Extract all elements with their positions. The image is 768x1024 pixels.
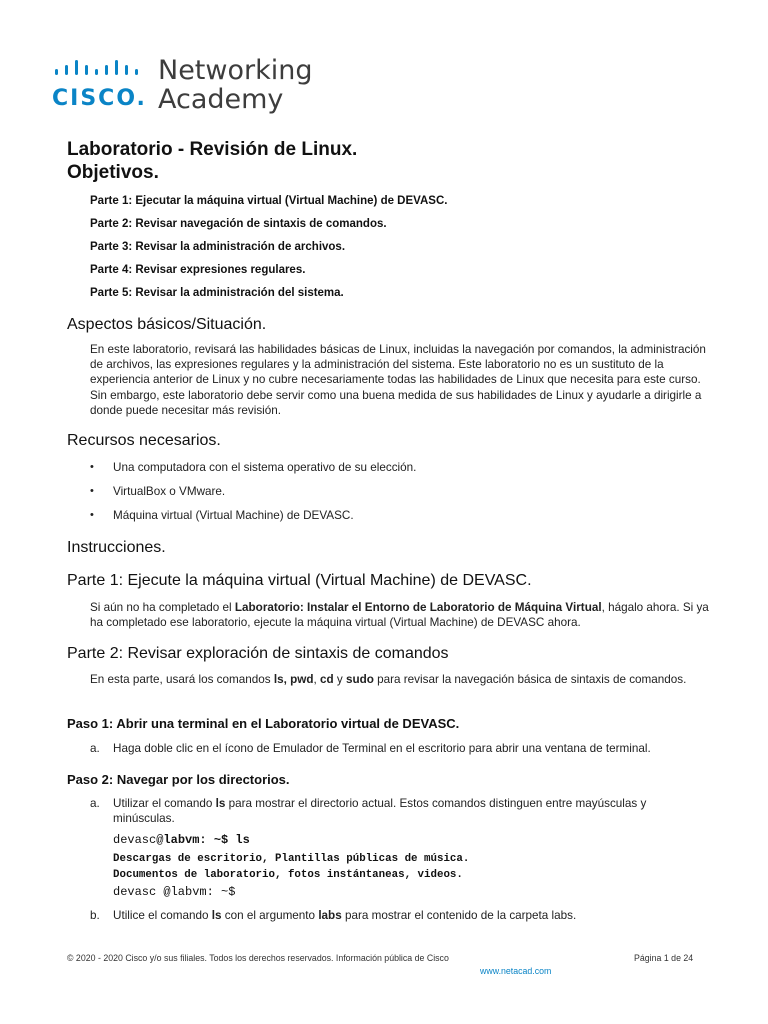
footer-copyright: © 2020 - 2020 Cisco y/o sus filiales. Todos los derechos reservados. Información pública de Cisco	[67, 953, 449, 963]
resource-item: • Máquina virtual (Virtual Machine) de DEVASC.	[90, 509, 416, 533]
step2-b-text-2: con el argumento	[221, 909, 319, 922]
step2-item-a-text	[113, 796, 710, 826]
part1-heading: Parte 1: Ejecute la máquina virtual (Virtual Machine) de DEVASC.	[67, 572, 532, 589]
part2-heading: Parte 2: Revisar exploración de sintaxis de comandos	[67, 645, 449, 662]
objective-item: Parte 5: Revisar la administración del sistema.	[90, 287, 344, 299]
resource-item: • Una computadora con el sistema operativo de su elección.	[90, 461, 416, 485]
part2-cmd-sudo: sudo	[345, 673, 374, 686]
part1-lab-reference: Laboratorio: Instalar el Entorno de Laboratorio de Máquina Virtual	[234, 601, 602, 614]
step2-item-a-label: a.	[90, 797, 100, 810]
step2-a-text-2: para mostrar el directorio actual. Estos comandos distinguen entre mayúsculas y minúsculas.	[113, 797, 647, 826]
academy-name	[158, 56, 313, 114]
part2-cmd-cd: cd	[319, 673, 334, 686]
terminal-prompt-user: devasc@	[113, 833, 164, 847]
footer-page-number: Página 1 de 24	[634, 953, 694, 963]
part2-text-4: para revisar la navegación básica de sintaxis de comandos.	[373, 673, 687, 686]
background-heading: Aspectos básicos/Situación.	[67, 316, 267, 333]
terminal-prompt-command: labvm: ~$ ls	[163, 833, 250, 847]
terminal-output-line: Documentos de laboratorio, fotos instántaneas, videos.	[113, 869, 463, 881]
resources-heading: Recursos necesarios.	[67, 432, 221, 449]
step2-a-text-1: Utilizar el comando	[113, 797, 216, 810]
part2-text-2: ,	[313, 673, 320, 686]
objectives-list	[90, 195, 447, 310]
cisco-wordmark: CISCO.	[52, 86, 147, 111]
terminal-prompt-end: devasc @labvm: ~$	[113, 885, 236, 899]
step2-b-text-1: Utilice el comando	[113, 909, 212, 922]
objectives-heading: Objetivos.	[67, 162, 159, 183]
terminal-prompt-ls	[113, 833, 250, 847]
objective-item: Parte 4: Revisar expresiones regulares.	[90, 264, 306, 276]
step1-item-a-text: Haga doble clic en el ícono de Emulador de Terminal en el escritorio para abrir una ventana de terminal.	[113, 742, 651, 755]
terminal-output-line: Descargas de escritorio, Plantillas públicas de música.	[113, 853, 470, 865]
step2-b-arg-labs: labs	[318, 909, 342, 922]
cisco-bars-icon	[55, 58, 151, 78]
step2-item-a	[90, 796, 710, 826]
step2-b-text-3: para mostrar el contenido de la carpeta labs.	[341, 909, 577, 922]
step2-a-cmd-ls: ls	[215, 797, 226, 810]
objective-item: Parte 3: Revisar la administración de archivos.	[90, 241, 346, 253]
part2-text	[90, 672, 710, 687]
step2-item-b	[90, 908, 710, 923]
academy-line2: Academy	[158, 84, 284, 115]
resources-list	[90, 461, 416, 533]
step1-item-a-label: a.	[90, 742, 100, 755]
background-text: En este laboratorio, revisará las habilidades básicas de Linux, incluidas la navegación por comandos, la administración de archivos, las expresiones regulares y la administración del sistema. Este laboratorio no es un sustituto de la experiencia anterior de Linux y no cubre necesariamente todas las habilidades de Linux que necesita para este curso. Sin embargo, este laboratorio debe servir como una buena medida de sus habilidades de Linux y ayudarle a dirigirle a donde puede necesitar más revisión.	[90, 343, 706, 417]
part2-text-3: y	[333, 673, 346, 686]
step2-b-cmd-ls: ls	[211, 909, 222, 922]
part1-text-pre: Si aún no ha completado el	[90, 601, 235, 614]
cisco-networking-academy-logo	[52, 56, 312, 116]
step2-item-b-label: b.	[90, 909, 100, 922]
resource-item: • VirtualBox o VMware.	[90, 485, 416, 509]
objective-item: Parte 1: Ejecutar la máquina virtual (Virtual Machine) de DEVASC.	[90, 195, 448, 207]
academy-line1: Networking	[158, 55, 313, 86]
part1-text-post: , hágalo ahora. Si ya ha completado ese laboratorio, ejecute la máquina virtual (Virtual Machine) de DEVASC ahora.	[90, 601, 709, 630]
step1-heading: Paso 1: Abrir una terminal en el Laboratorio virtual de DEVASC.	[67, 716, 460, 731]
objective-item: Parte 2: Revisar navegación de sintaxis de comandos.	[90, 218, 387, 230]
part2-text-1: En esta parte, usará los comandos	[90, 673, 274, 686]
step2-item-b-text	[113, 908, 710, 923]
step1-item-a	[90, 741, 710, 756]
part1-text	[90, 600, 710, 630]
instructions-heading: Instrucciones.	[67, 539, 166, 556]
part2-cmd-ls-pwd: ls, pwd	[273, 673, 314, 686]
document-title: Laboratorio - Revisión de Linux.	[67, 139, 358, 160]
footer-netacad-link[interactable]: www.netacad.com	[480, 966, 552, 976]
step2-heading: Paso 2: Navegar por los directorios.	[67, 772, 290, 787]
